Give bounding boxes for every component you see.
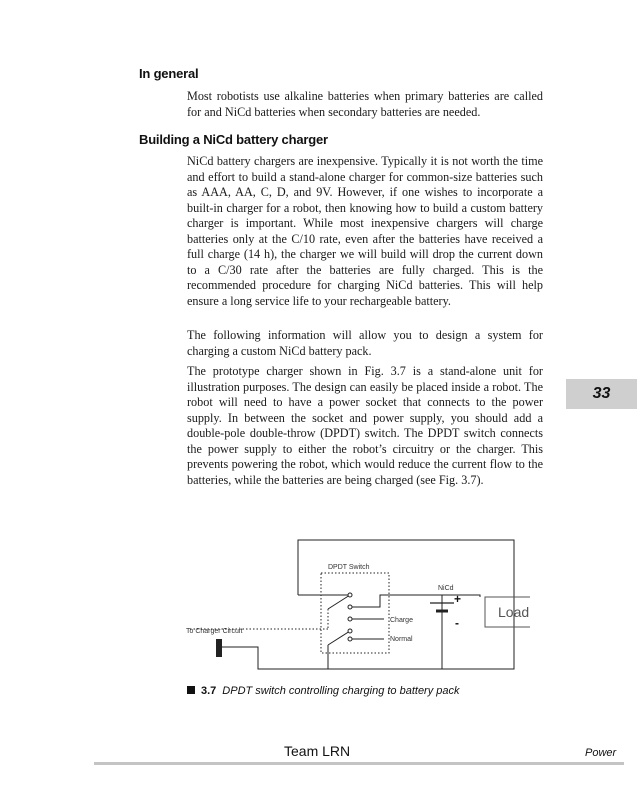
caption-square-icon <box>187 686 195 694</box>
section-heading-in-general: In general <box>139 66 199 81</box>
charger-circuit-label: To Charger Circuit <box>186 628 243 635</box>
load-label: Load <box>498 604 530 620</box>
circuit-diagram-svg <box>180 535 530 675</box>
circuit-diagram <box>180 535 530 675</box>
caption-text: DPDT switch controlling charging to battery pack <box>222 685 460 697</box>
caption-number: 3.7 <box>201 685 217 697</box>
dpdt-switch-box <box>321 573 389 653</box>
footer-divider <box>94 762 624 765</box>
paragraph: NiCd battery chargers are inexpensive. Typically it is not worth the time and effort to build a stand-alone charger for common-size batteries such as AAA, AA, C, D, and 9V. However, if one wishes to incorporate a built-in charger for a robot, then knowing how to build a custom battery charger is important. While most inexpensive chargers will charge batteries only at the C/10 rate, even after the batteries have received a full charge (14 h), the charger we will build will drop the current down to a C/30 rate after the batteries are fully charged. This is the recommended procedure for charging NiCd batteries. This will help ensure a long service life to your rechargeable battery. <box>187 154 543 308</box>
paragraph: The prototype charger shown in Fig. 3.7 is a stand-alone unit for illustration purposes. The design can easily be placed inside a robot. The robot will need to have a power socket that connects to the power supply. In between the socket and power supply, you should add a double-pole double-throw (DPDT) switch. The DPDT switch connects the power supply to either the robot’s circuitry or the charger. This prevents powering the robot, which would reduce the current flow to the batteries, while the batteries are being charged (see Fig. 3.7). <box>187 364 543 487</box>
minus-label: - <box>455 616 459 630</box>
battery-label: NiCd <box>438 585 454 592</box>
figure-caption <box>187 685 460 697</box>
footer-center-text: Team LRN <box>284 743 351 759</box>
section-heading-nicd-charger: Building a NiCd battery charger <box>139 132 328 147</box>
normal-label: Normal <box>390 636 413 643</box>
switch-label: DPDT Switch <box>328 564 370 571</box>
dc-jack-icon <box>216 639 222 657</box>
charge-label: Charge <box>390 617 413 624</box>
page-number-tab: 33 <box>566 379 637 409</box>
paragraph: Most robotists use alkaline batteries when primary batteries are called for and NiCd batteries when secondary batteries are needed. <box>187 89 543 119</box>
outer-wire <box>230 540 514 669</box>
footer-section-name: Power <box>585 747 617 759</box>
paragraph: The following information will allow you to design a system for charging a custom NiCd battery pack. <box>187 328 543 358</box>
plus-label: + <box>454 592 462 606</box>
